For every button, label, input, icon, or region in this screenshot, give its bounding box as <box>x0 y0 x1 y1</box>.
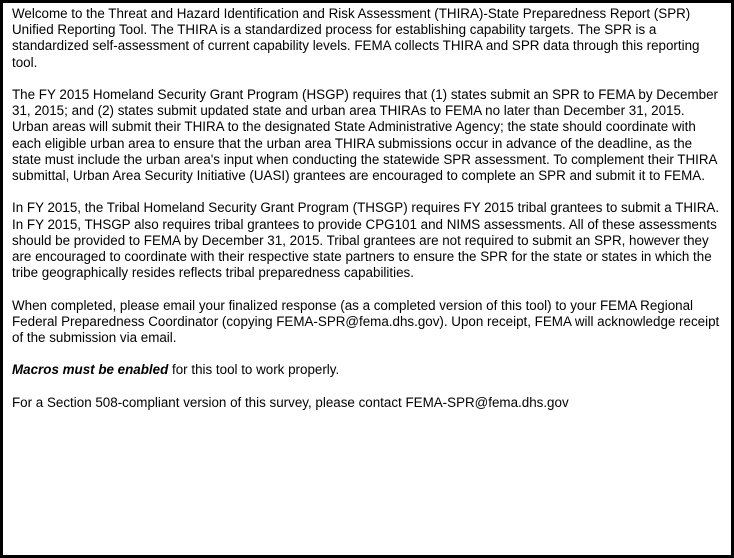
macros-rest: for this tool to work properly. <box>168 362 340 378</box>
document-body <box>12 6 724 411</box>
macros-emphasis: Macros must be enabled <box>12 362 169 378</box>
section-508-note: For a Section 508-compliant version of this survey, please contact FEMA-SPR@fema.dhs.gov <box>12 394 569 410</box>
welcome-paragraph: Welcome to the Threat and Hazard Identification and Risk Assessment (THIRA)-State Preparedness Report (SPR) Unified Reporting Tool. The THIRA is a standardized process for establishing capability targets. The SPR is a standardized self-assessment of current capability levels. FEMA collects THIRA and SPR data through this reporting tool. <box>12 6 700 70</box>
macros-paragraph <box>12 362 724 378</box>
submission-paragraph: When completed, please email your finalized response (as a completed version of this tool) to your FEMA Regional Federal Preparedness Coordinator (copying FEMA-SPR@fema.dhs.gov). Upon receipt, FEMA will acknowledge receipt of the submission via email. <box>12 297 720 346</box>
hsgp-paragraph: The FY 2015 Homeland Security Grant Program (HSGP) requires that (1) states submit an SPR to FEMA by December 31, 2015; and (2) states submit updated state and urban area THIRAs to FEMA no later than December 31, 2015. Urban areas will submit their THIRA to the designated State Administrative Agency; the state should coordinate with each eligible urban area to ensure that the urban area THIRA submissions occur in advance of the deadline, as the state must include the urban area's input when conducting the statewide SPR assessment. To complement their THIRA submittal, Urban Area Security Initiative (UASI) grantees are encouraged to complete an SPR and submit it to FEMA. <box>12 87 719 184</box>
thsgp-paragraph: In FY 2015, the Tribal Homeland Security Grant Program (THSGP) requires FY 2015 tribal grantees to submit a THIRA. In FY 2015, THSGP also requires tribal grantees to provide CPG101 and NIMS assessments. All of these assessments should be provided to FEMA by December 31, 2015. Tribal grantees are not required to submit an SPR, however they are encouraged to coordinate with their respective state partners to ensure the SPR for the state or states in which the tribe geographically resides reflects tribal preparedness capabilities. <box>12 200 720 281</box>
